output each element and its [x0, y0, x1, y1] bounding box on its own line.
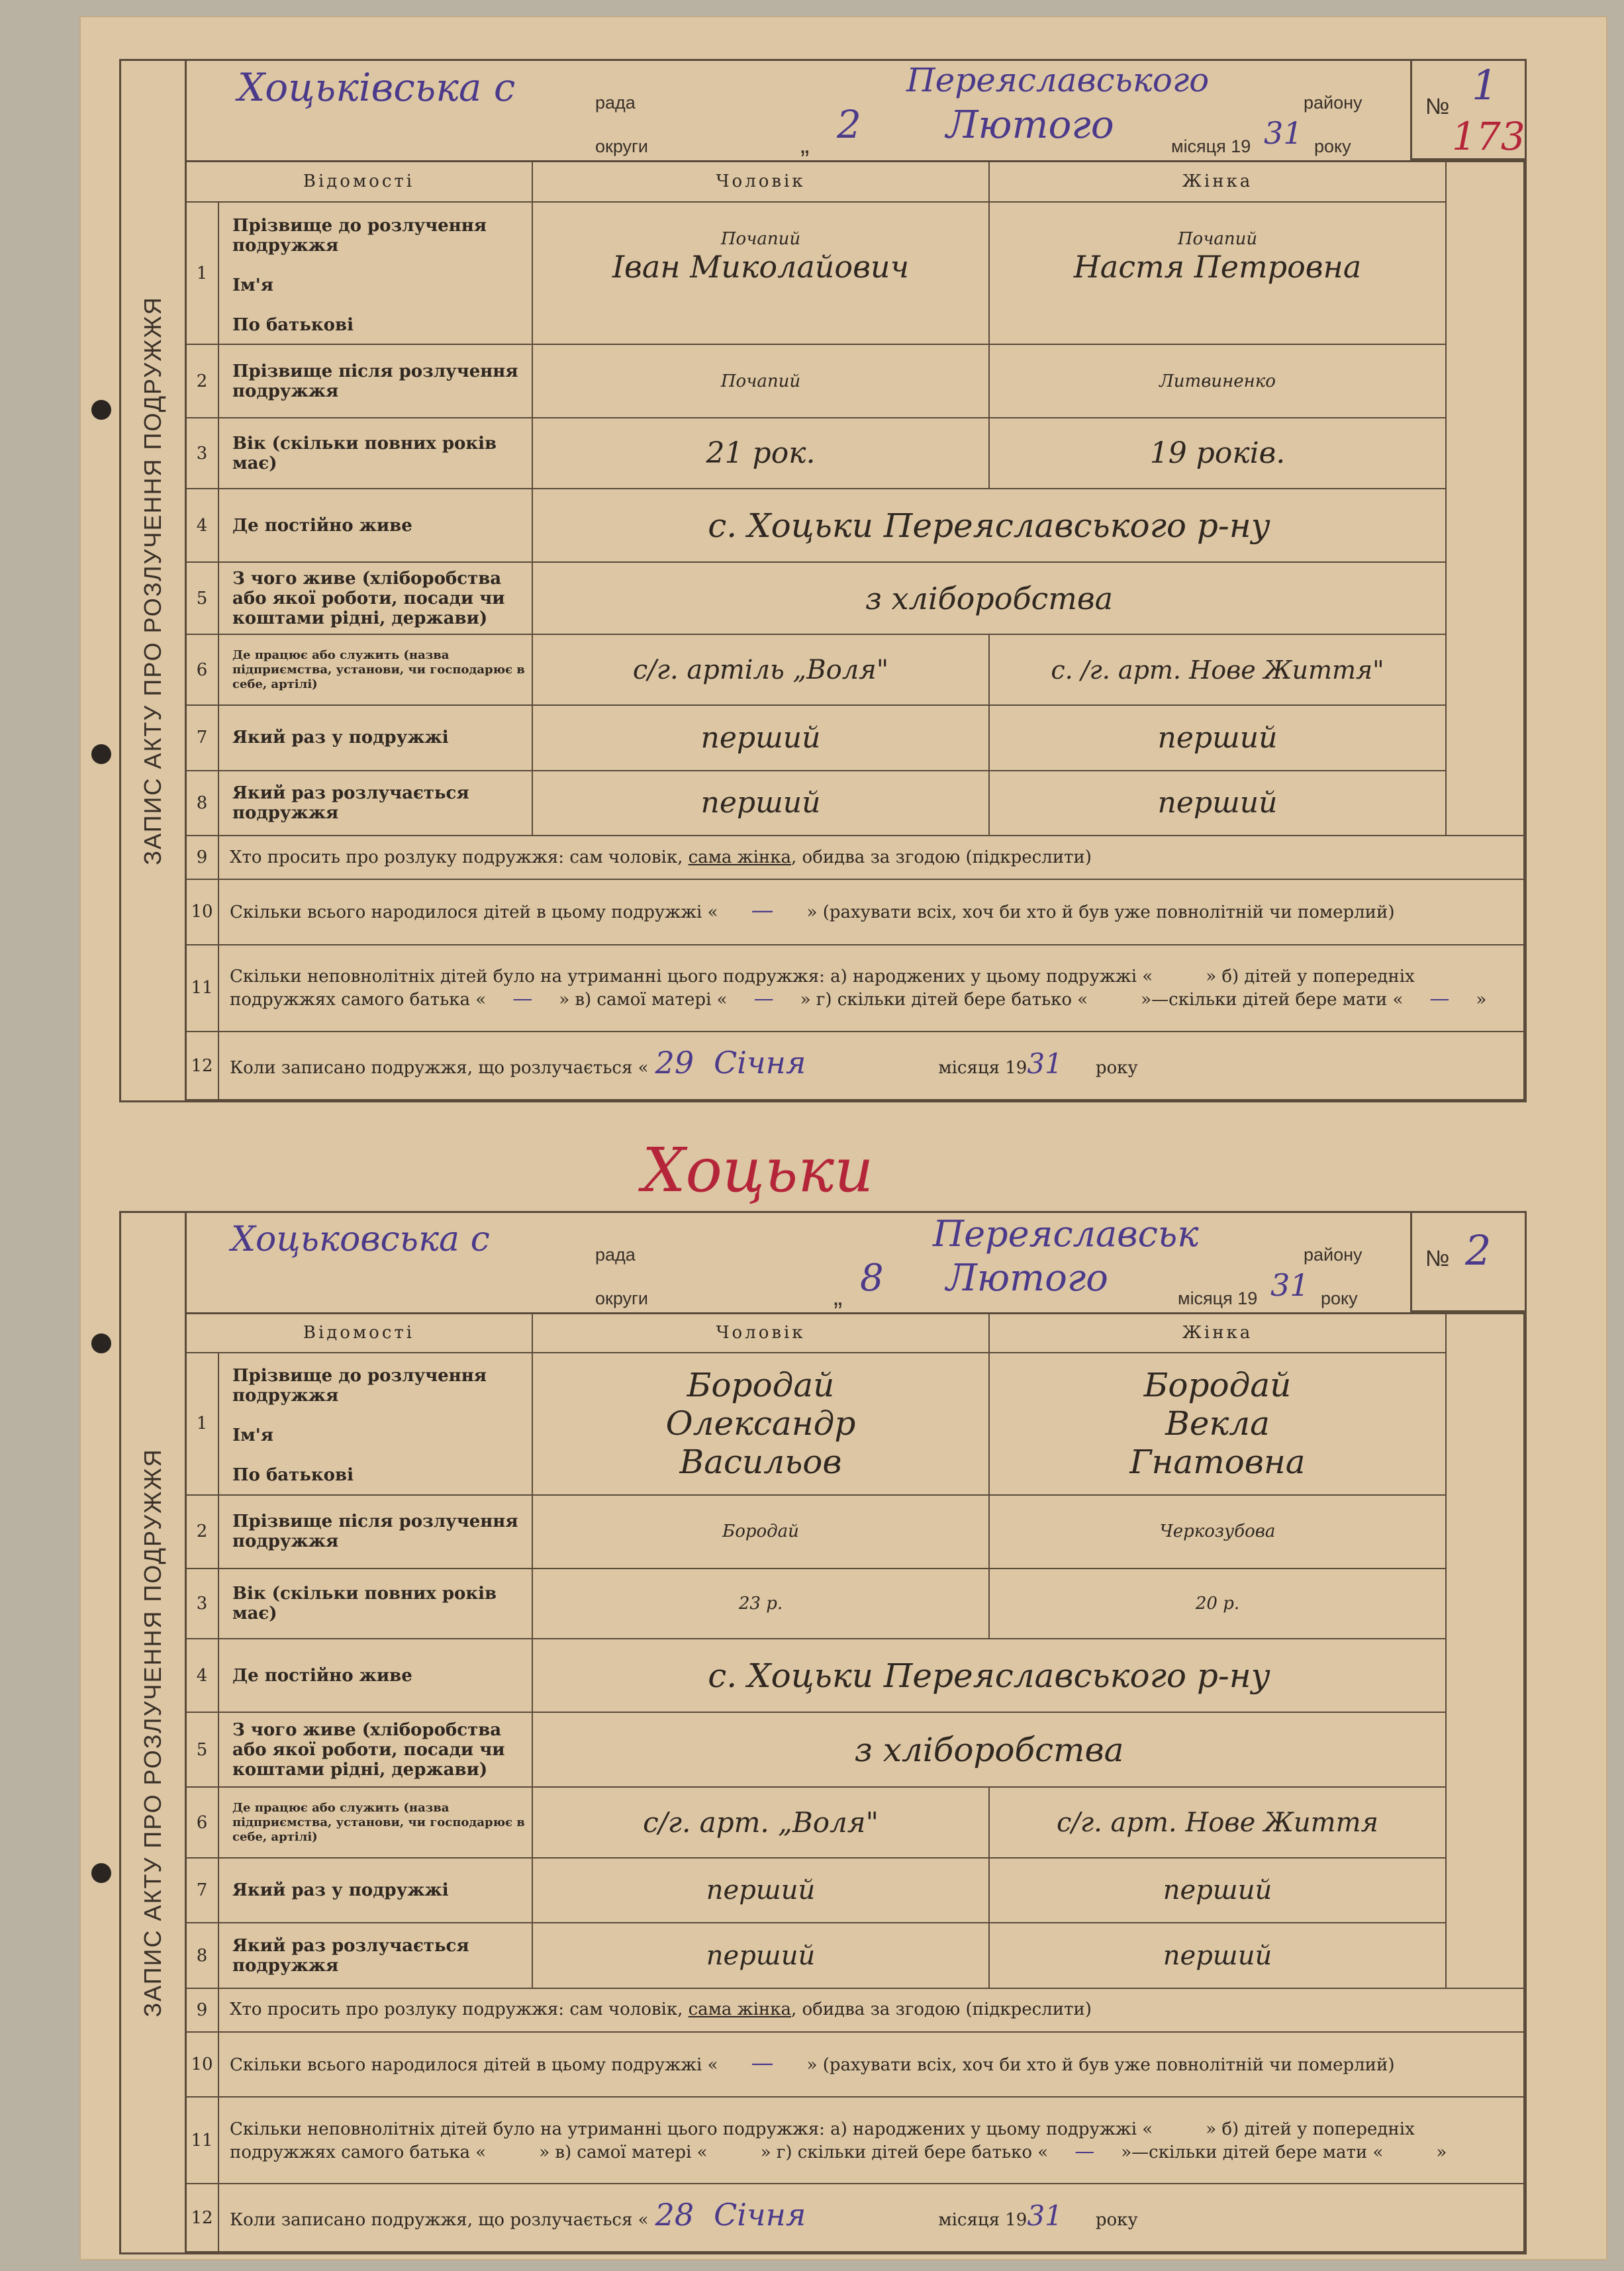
divorce-record-1: ЗАПИС АКТУ ПРО РОЗЛУЧЕННЯ ПОДРУЖЖЯ Хоцьківська с рада Переяславського району округи „ 2 Лютого місяця 19 31 року № 1 173 Відомості Чоловік Жінка 1 Прізвище до розлучення подружжя Ім'я По батькові Почапий Іван Миколайович Почапий Настя Петровна 2 Прізвище після розлучення подружжя Почапий Литвиненко 3 Вік (скільки повних років має) 21 рок. 19 років. 4 Де постійно живе с. Хоцьки Переяславського р-ну 5 З чого живе (хліборобства або якої роботи, посади чи коштами рідні, держави) з хліборобства 6 Де працює або служить (назва підприємства, установи, чи господарює в себе, артілі) с/г. артіль „Воля" с. /г. арт. Нове Життя" 7 Який раз у подружжі перший перший 8 Який раз розлучається подружжя перший перший 9 Хто просить про розлуку подружжя: сам чоловік, сама жінка, обидва за згодою (підкреслити) 10 Скільки всього народилося дітей в цьому подружжі « — » (рахувати всіх, хоч би хто й був уже повнолітній чи померлий) 11 Скільки неповнолітніх дітей було на утриманні цього подружжя: а) народжених у цьому подружжі « » б) дітей у попередніх подружжях самого батька « — » в) самої матері « — » г) скільки дітей бере батько « »—скільки дітей бере мати « — » 12 Коли записано подружжя, що розлучається « 29 Січня місяця 1931 року [119, 59, 1527, 1102]
row-label-1: Прізвище до розлучення подружжя Ім'я По батькові [218, 202, 532, 345]
punch-hole [91, 1863, 111, 1883]
punch-hole [91, 1333, 111, 1353]
col-header-wife: Жінка [989, 161, 1446, 202]
row-label-5: З чого живе (хліборобства або якої роботи, посади чи коштами рідні, держави) [218, 1712, 532, 1787]
punch-hole [91, 744, 111, 764]
husband-name: Олександр [665, 1404, 856, 1443]
row-11: Скільки неповнолітніх дітей було на утриманні цього подружжя: а) народжених у цьому подружжі « » б) дітей у попередніх подружжях самого батька « — » в) самої матері « — » г) скільки дітей бере батько « »—скільки дітей бере мати « — » [218, 945, 1524, 1032]
number-box: № 1 173 [1410, 61, 1525, 160]
husband-surname-after: Почапий [532, 344, 989, 418]
wife-surname-after: Литвиненко [989, 344, 1446, 418]
row-label-6: Де працює або служить (назва підприємства, установи, чи господарює в себе, артілі) [218, 634, 532, 705]
wife-name: Настя Петровна [1073, 248, 1362, 285]
village-heading-red: Хоцьки [642, 1135, 874, 1206]
husband-age: 23 р. [532, 1569, 989, 1639]
residence: с. Хоцьки Переяславського р-ну [532, 1639, 1446, 1712]
wife-surname-before: Бородай [1143, 1366, 1292, 1405]
month-value: Лютого [946, 102, 1114, 147]
row-9-underlined: сама жінка [688, 847, 791, 867]
record-table-1: Відомості Чоловік Жінка 1 Прізвище до розлучення подружжя Ім'я По батькові Почапий Іван Миколайович Почапий Настя Петровна 2 Прізвище після розлучення подружжя Почапий Литвиненко 3 Вік (скільки повних років має) 21 рок. 19 років. 4 Де постійно живе с. Хоцьки Переяславського р-ну 5 З чого живе (хліборобства або якої роботи, посади чи коштами рідні, держави) з хліборобства 6 Де працює або служить (назва підприємства, установи, чи господарює в себе, артілі) с/г. артіль „Воля" с. /г. арт. Нове Життя" 7 Який раз у подружжі перший перший 8 Який раз розлучається подружжя перший перший 9 Хто просить про розлуку подружжя: сам чоловік, сама жінка, обидва за згодою (підкреслити) 10 Скільки всього народилося дітей в цьому подружжі « — » (рахувати всіх, хоч би хто й був уже повнолітній чи померлий) 11 Скільки неповнолітніх дітей було на утриманні цього подружжя: а) народжених у цьому подружжі « » б) дітей у попередніх подружжях самого батька « — » в) самої матері « — » г) скільки дітей бере батько « »—скільки дітей бере мати « — » 12 Коли записано подружжя, що розлучається « 29 Січня місяця 1931 року [185, 160, 1525, 1100]
rada-label: рада [595, 1245, 636, 1265]
wife-age: 19 років. [989, 418, 1446, 489]
husband-marriage-no: перший [532, 705, 989, 771]
row-label-8: Який раз розлучається подружжя [218, 1923, 532, 1988]
raion-value: Переяславського [906, 61, 1210, 99]
occupation: з хліборобства [532, 1712, 1446, 1787]
row-9: Хто просить про розлуку подружжя: сам чоловік, сама жінка, обидва за згодою (підкреслити) [218, 1988, 1524, 2032]
row-10: Скільки всього народилося дітей в цьому подружжі « — » (рахувати всіх, хоч би хто й був уже повнолітній чи померлий) [218, 2032, 1524, 2098]
wife-age: 20 р. [989, 1569, 1446, 1639]
row-label-1: Прізвище до розлучення подружжя Ім'я По батькові [218, 1353, 532, 1495]
husband-surname-before: Почапий [720, 228, 801, 249]
wife-divorce-no: перший [989, 771, 1446, 836]
number-box: № 2 [1410, 1213, 1525, 1312]
col-header-husband: Чоловік [532, 1313, 989, 1353]
row-9-underlined: сама жінка [688, 2000, 791, 2020]
row-label-4: Де постійно живе [218, 1639, 532, 1712]
row-label-8: Який раз розлучається подружжя [218, 771, 532, 836]
side-title: ЗАПИС АКТУ ПРО РОЗЛУЧЕННЯ ПОДРУЖЖЯ [121, 61, 187, 1100]
okrugy-label: округи [595, 136, 648, 156]
row-9: Хто просить про розлуку подружжя: сам чоловік, сама жінка, обидва за згодою (підкреслити) [218, 836, 1524, 879]
husband-surname-before: Бородай [687, 1366, 835, 1405]
raion-label: району [1304, 1245, 1362, 1265]
year-label: року [1321, 1288, 1358, 1308]
row-label-3: Вік (скільки повних років має) [218, 418, 532, 489]
wife-surname-after: Черкозубова [989, 1495, 1446, 1569]
archive-sheet [79, 16, 1607, 2260]
wife-patronymic: Гнатовна [1129, 1443, 1306, 1482]
row-label-6: Де працює або служить (назва підприємства, установи, чи господарює в себе, артілі) [218, 1787, 532, 1858]
row-label-3: Вік (скільки повних років має) [218, 1569, 532, 1639]
row-11: Скільки неповнолітніх дітей було на утриманні цього подружжя: а) народжених у цьому подружжі « » б) дітей у попередніх подружжях самого батька « » в) самої матері « » г) скільки дітей бере батько « — »—скільки дітей бере мати « » [218, 2097, 1524, 2184]
row-label-2: Прізвище після розлучення подружжя [218, 344, 532, 418]
husband-works: с/г. артіль „Воля" [532, 634, 989, 705]
day-value: 8 [860, 1257, 884, 1300]
record-table-2: Відомості Чоловік Жінка 1 Прізвище до розлучення подружжя Ім'я По батькові Бородай Олександр Васильов Бородай Векла Гнатовна 2 Прізвище після розлучення подружжя Бородай Черкозубова 3 Вік (скільки повних років має) 23 р. 20 р. 4 Де постійно живе с. Хоцьки Переяславського р-ну 5 З чого живе (хліборобства або якої роботи, посади чи коштами рідні, держави) з хліборобства 6 Де працює або служить (назва підприємства, установи, чи господарює в себе, артілі) с/г. арт. „Воля" с/г. арт. Нове Життя 7 Який раз у подружжі перший перший 8 Який раз розлучається подружжя перший перший 9 Хто просить про розлуку подружжя: сам чоловік, сама жінка, обидва за згодою (підкреслити) 10 Скільки всього народилося дітей в цьому подружжі « — » (рахувати всіх, хоч би хто й був уже повнолітній чи померлий) 11 Скільки неповнолітніх дітей було на утриманні цього подружжя: а) народжених у цьому подружжі « » б) дітей у попередніх подружжях самого батька « » в) самої матері « » г) скільки дітей бере батько « — »—скільки дітей бере мати « » 12 Коли записано подружжя, що розлучається « 28 Січня місяця 1931 року [185, 1312, 1525, 2252]
divorce-record-2: ЗАПИС АКТУ ПРО РОЗЛУЧЕННЯ ПОДРУЖЖЯ Хоцьковська с рада Переяславськ району округи „ 8 Лютого місяця 19 31 року № 2 Відомості Чоловік Жінка 1 Прізвище до розлучення подружжя Ім'я По батькові Бородай Олександр Васильов Бородай Векла Гнатовна 2 Прізвище після розлучення подружжя Бородай Черкозубова 3 Вік (скільки повних років має) 23 р. 20 р. 4 Де постійно живе с. Хоцьки Переяславського р-ну 5 З чого живе (хліборобства або якої роботи, посади чи коштами рідні, держави) з хліборобства 6 Де працює або служить (назва підприємства, установи, чи господарює в себе, артілі) с/г. арт. „Воля" с/г. арт. Нове Життя 7 Який раз у подружжі перший перший 8 Який раз розлучається подружжя перший перший 9 Хто просить про розлуку подружжя: сам чоловік, сама жінка, обидва за згодою (підкреслити) 10 Скільки всього народилося дітей в цьому подружжі « — » (рахувати всіх, хоч би хто й був уже повнолітній чи померлий) 11 Скільки неповнолітніх дітей було на утриманні цього подружжя: а) народжених у цьому подружжі « » б) дітей у попередніх подружжях самого батька « » в) самої матері « » г) скільки дітей бере батько « — »—скільки дітей бере мати « » 12 Коли записано подружжя, що розлучається « 28 Січня місяця 1931 року [119, 1211, 1527, 2254]
husband-surname-after: Бородай [532, 1495, 989, 1569]
record-number: 2 [1465, 1226, 1492, 1275]
husband-patronymic: Васильов [679, 1443, 842, 1482]
record-number-red: 173 [1452, 114, 1525, 159]
col-header-wife: Жінка [989, 1313, 1446, 1353]
row-12: Коли записано подружжя, що розлучається « 28 Січня місяця 1931 року [218, 2184, 1524, 2252]
month-label: місяця 19 [1171, 136, 1251, 156]
rada-value: Хоцьківська с [238, 65, 516, 110]
husband-age: 21 рок. [532, 418, 989, 489]
row-label-7: Який раз у подружжі [218, 1858, 532, 1923]
col-header-husband: Чоловік [532, 161, 989, 202]
occupation: з хліборобства [532, 562, 1446, 634]
wife-marriage-no: перший [989, 705, 1446, 771]
wife-works: с. /г. арт. Нове Життя" [989, 634, 1446, 705]
row-10: Скільки всього народилося дітей в цьому подружжі « — » (рахувати всіх, хоч би хто й був уже повнолітній чи померлий) [218, 879, 1524, 945]
col-header-vidomosti: Відомості [185, 1313, 532, 1353]
year-value: 31 [1270, 1267, 1310, 1303]
husband-name: Іван Миколайович [612, 248, 910, 285]
row-label-2: Прізвище після розлучення подружжя [218, 1495, 532, 1569]
day-value: 2 [837, 102, 861, 147]
husband-divorce-no: перший [532, 1923, 989, 1988]
wife-divorce-no: перший [989, 1923, 1446, 1988]
wife-works: с/г. арт. Нове Життя [989, 1787, 1446, 1858]
year-value: 31 [1264, 115, 1303, 151]
raion-value: Переяславськ [933, 1213, 1199, 1255]
row-12: Коли записано подружжя, що розлучається « 29 Січня місяця 1931 року [218, 1032, 1524, 1100]
okrugy-label: округи [595, 1288, 648, 1308]
month-value: Лютого [946, 1257, 1108, 1300]
residence: с. Хоцьки Переяславського р-ну [532, 489, 1446, 562]
raion-label: району [1304, 93, 1362, 113]
rada-value: Хоцьковська с [231, 1220, 490, 1259]
year-label: року [1314, 136, 1351, 156]
record-number: 1 [1472, 61, 1498, 109]
month-label: місяця 19 [1178, 1288, 1258, 1308]
husband-marriage-no: перший [532, 1858, 989, 1923]
rada-label: рада [595, 93, 636, 113]
side-title: ЗАПИС АКТУ ПРО РОЗЛУЧЕННЯ ПОДРУЖЖЯ [121, 1213, 187, 2252]
col-header-vidomosti: Відомості [185, 161, 532, 202]
row-label-4: Де постійно живе [218, 489, 532, 562]
punch-hole [91, 400, 111, 420]
wife-name: Векла [1165, 1404, 1270, 1443]
husband-works: с/г. арт. „Воля" [532, 1787, 989, 1858]
husband-divorce-no: перший [532, 771, 989, 836]
wife-surname-before: Почапий [1177, 228, 1258, 249]
wife-marriage-no: перший [989, 1858, 1446, 1923]
row-label-7: Який раз у подружжі [218, 705, 532, 771]
row-label-5: З чого живе (хліборобства або якої роботи, посади чи коштами рідні, держави) [218, 562, 532, 634]
